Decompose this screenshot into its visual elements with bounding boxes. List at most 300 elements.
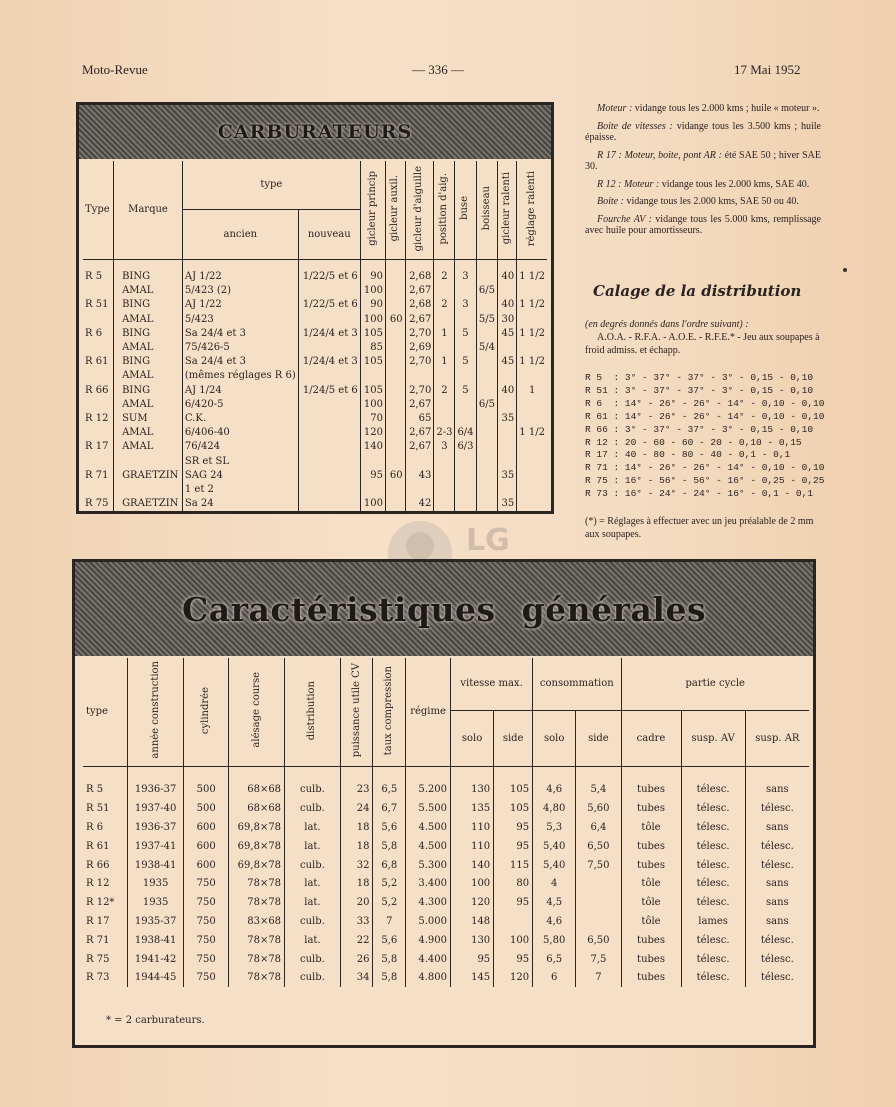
carb-cell: (mêmes réglages R 6) <box>182 369 298 383</box>
carb-cell: 45 <box>498 355 517 369</box>
gen-cell: 750 <box>184 912 229 931</box>
carb-cell <box>434 312 455 326</box>
gen-cell: télesc. <box>745 931 809 950</box>
carb-cell <box>434 340 455 354</box>
carb-cell <box>498 482 517 496</box>
calage-line: R 61 : 14° - 26° - 26° - 14° - 0,10 - 0,10 <box>585 410 825 422</box>
carb-cell <box>517 482 547 496</box>
carb-cell: 2,68 <box>405 259 434 284</box>
carb-row <box>83 355 547 369</box>
carb-cell: 2,69 <box>405 340 434 354</box>
gen-cell: R 6 <box>86 821 104 833</box>
carb-cell: 90 <box>360 298 385 312</box>
carb-cell <box>434 454 455 468</box>
col-vitesse: vitesse max. <box>451 658 533 710</box>
carb-cell: 40 <box>498 298 517 312</box>
gen-cell: 6,7 <box>373 799 406 818</box>
carburateurs-table <box>83 161 547 511</box>
col-position-aiguille: position d'aig. <box>438 172 450 244</box>
carb-cell <box>434 397 455 411</box>
gen-cell: 1935 <box>128 893 184 912</box>
gen-row <box>83 818 809 837</box>
carb-cell: Sa 24/4 et 3 <box>182 326 298 340</box>
gen-cell: R 5 <box>86 784 104 796</box>
calage-title: Calage de la distribution <box>593 282 802 300</box>
carb-cell: 75/426-5 <box>182 340 298 354</box>
carb-cell: 35 <box>498 468 517 482</box>
carb-cell: 2,70 <box>405 383 434 397</box>
gen-cell: tubes <box>621 856 681 875</box>
col-annee: année construction <box>149 661 161 760</box>
gen-cell: R 51 <box>86 803 110 815</box>
gen-row <box>83 856 809 875</box>
gen-row <box>83 968 809 987</box>
carb-cell <box>385 340 405 354</box>
gen-cell: 135 <box>451 799 494 818</box>
col-conso-side: side <box>576 710 621 766</box>
gen-cell: tôle <box>621 893 681 912</box>
carb-cell: 90 <box>360 259 385 284</box>
carb-cell <box>385 383 405 397</box>
carb-cell <box>385 298 405 312</box>
footnote: * = 2 carburateurs. <box>106 1015 205 1026</box>
gen-cell: 80 <box>494 874 533 893</box>
gen-cell: R 66 <box>86 859 110 871</box>
col-susp-ar: susp. AR <box>745 710 809 766</box>
carb-cell: 1 1/2 <box>517 298 547 312</box>
carb-cell: 105 <box>360 326 385 340</box>
carb-cell: AMAL <box>114 369 183 383</box>
carb-cell <box>455 482 476 496</box>
carb-cell <box>434 284 455 298</box>
carb-cell: 2 <box>434 259 455 284</box>
gen-cell: 5,8 <box>373 968 406 987</box>
gen-cell: 5,40 <box>533 837 576 856</box>
gen-cell: culb. <box>285 912 341 931</box>
col-partie-cycle: partie cycle <box>621 658 809 710</box>
col-ancien: ancien <box>182 209 298 259</box>
gen-cell: 7 <box>576 968 621 987</box>
carb-cell <box>517 284 547 298</box>
maintenance-text: vidange tous les 2.000 kms ; huile « moteur ». <box>632 103 820 114</box>
calage-line: R 17 : 40 - 80 - 80 - 40 - 0,1 - 0,1 <box>585 449 791 461</box>
carb-cell: 105 <box>360 355 385 369</box>
carb-cell <box>455 340 476 354</box>
carb-cell <box>517 397 547 411</box>
gen-cell: culb. <box>285 799 341 818</box>
gen-cell: R 71 <box>86 934 110 946</box>
gen-cell: tubes <box>621 950 681 969</box>
carb-cell: 70 <box>360 411 385 425</box>
gen-cell: 1937-41 <box>128 837 184 856</box>
carb-cell: AMAL <box>114 340 183 354</box>
gen-cell: 140 <box>451 856 494 875</box>
maintenance-label: Boite : <box>597 196 624 207</box>
carb-cell <box>83 482 114 496</box>
carb-cell <box>298 411 360 425</box>
carb-cell: AMAL <box>114 312 183 326</box>
carb-cell <box>517 454 547 468</box>
gen-row <box>83 912 809 931</box>
carb-cell: AJ 1/24 <box>182 383 298 397</box>
carb-cell <box>498 284 517 298</box>
gen-cell: lat. <box>285 874 341 893</box>
carb-cell: 100 <box>360 284 385 298</box>
gen-cell: 5.200 <box>406 766 451 799</box>
gen-cell: R 73 <box>86 972 110 984</box>
gen-cell: 110 <box>451 837 494 856</box>
carb-cell: 2,70 <box>405 326 434 340</box>
gen-cell: 130 <box>451 931 494 950</box>
gen-cell: 4,80 <box>533 799 576 818</box>
gen-cell: télesc. <box>681 856 745 875</box>
carb-cell <box>498 340 517 354</box>
carb-cell <box>476 468 498 482</box>
gen-cell: 105 <box>494 766 533 799</box>
gen-cell: 22 <box>340 931 373 950</box>
carb-cell <box>434 411 455 425</box>
calage-line: R 71 : 14° - 26° - 26° - 14° - 0,10 - 0,10 <box>585 462 825 474</box>
carb-cell <box>298 340 360 354</box>
carb-cell: 30 <box>498 312 517 326</box>
caracteristiques-title-bar <box>75 562 813 656</box>
gen-cell: 32 <box>340 856 373 875</box>
gen-row <box>83 799 809 818</box>
col-reglage-ralenti: réglage ralenti <box>526 170 538 246</box>
carb-cell: 6/420-5 <box>182 397 298 411</box>
gen-cell: 78×78 <box>229 874 285 893</box>
caracteristiques-title: Caractéristiques générales <box>181 589 707 629</box>
gen-cell: télesc. <box>681 837 745 856</box>
col-taux: taux compression <box>383 665 395 755</box>
gen-cell: sans <box>745 766 809 799</box>
carb-cell <box>360 454 385 468</box>
gen-cell: 7 <box>373 912 406 931</box>
carb-cell <box>498 369 517 383</box>
carb-cell <box>298 397 360 411</box>
carb-cell: AMAL <box>114 284 183 298</box>
carb-cell <box>385 411 405 425</box>
carb-cell: 42 <box>405 497 434 511</box>
carb-cell: 6/406-40 <box>182 426 298 440</box>
calage-note: (*) = Réglages à effectuer avec un jeu préalable de 2 mm aux soupapes. <box>585 516 814 540</box>
carb-cell: 100 <box>360 312 385 326</box>
calage-line: R 12 : 20 - 60 - 60 - 20 - 0,10 - 0,15 <box>585 436 802 448</box>
carb-cell: R 61 <box>85 356 109 368</box>
carb-cell <box>298 497 360 511</box>
carb-cell: 76/424 <box>182 440 298 454</box>
gen-cell: télesc. <box>681 968 745 987</box>
carb-cell <box>298 440 360 454</box>
gen-cell: 4,6 <box>533 766 576 799</box>
gen-cell: culb. <box>285 766 341 799</box>
carb-cell <box>476 454 498 468</box>
carb-row <box>83 340 547 354</box>
carb-cell <box>517 340 547 354</box>
gen-cell: 115 <box>494 856 533 875</box>
carb-cell <box>385 397 405 411</box>
gen-cell: lat. <box>285 893 341 912</box>
gen-cell: 110 <box>451 818 494 837</box>
carb-cell: 1/24/4 et 3 <box>298 326 360 340</box>
col-vitesse-side: side <box>494 710 533 766</box>
gen-cell: télesc. <box>745 856 809 875</box>
carb-row <box>83 411 547 425</box>
col-puissance: puissance utile CV <box>350 663 362 758</box>
gen-cell: 5,4 <box>576 766 621 799</box>
gen-cell: 7,5 <box>576 950 621 969</box>
gen-cell: 20 <box>340 893 373 912</box>
carb-cell <box>455 284 476 298</box>
gen-cell: R 12* <box>86 897 115 909</box>
carb-cell <box>455 454 476 468</box>
carb-cell: 1/24/5 et 6 <box>298 383 360 397</box>
gen-cell: sans <box>745 912 809 931</box>
carb-cell <box>517 440 547 454</box>
ink-dot <box>843 268 847 272</box>
carb-cell: BING <box>114 383 183 397</box>
page-number: — 336 — <box>412 62 464 77</box>
gen-cell: R 61 <box>86 840 110 852</box>
gen-cell: 34 <box>340 968 373 987</box>
col-gicleur-auxil: gicleur auxil. <box>389 175 401 242</box>
gen-cell: 5,8 <box>373 950 406 969</box>
gen-cell: 148 <box>451 912 494 931</box>
maintenance-paragraph <box>585 121 821 144</box>
gen-cell: télesc. <box>681 893 745 912</box>
gen-cell: R 75 <box>86 953 110 965</box>
gen-cell: 6,50 <box>576 931 621 950</box>
gen-cell: 4 <box>533 874 576 893</box>
col-consommation: consommation <box>533 658 621 710</box>
gen-cell: tubes <box>621 766 681 799</box>
gen-cell <box>576 912 621 931</box>
carb-cell: 65 <box>405 411 434 425</box>
carb-cell <box>405 482 434 496</box>
carb-cell: 45 <box>498 326 517 340</box>
maintenance-text: vidange tous les 5.000 kms, remplissage avec huile pour amortisseurs. <box>585 213 821 236</box>
carb-row <box>83 468 547 482</box>
carb-cell <box>114 454 183 468</box>
gen-cell: 24 <box>340 799 373 818</box>
col-vitesse-solo: solo <box>451 710 494 766</box>
gen-cell <box>576 893 621 912</box>
carb-cell <box>298 468 360 482</box>
carb-cell <box>455 397 476 411</box>
carb-cell: GRAETZIN <box>114 497 183 511</box>
calage-line: R 5 : 3° - 37° - 37° - 3° - 0,15 - 0,10 <box>585 372 814 383</box>
gen-cell: 7,50 <box>576 856 621 875</box>
carb-cell <box>476 482 498 496</box>
gen-cell <box>494 912 533 931</box>
carb-cell <box>517 312 547 326</box>
gen-cell: 4.500 <box>406 818 451 837</box>
gen-cell: 95 <box>451 950 494 969</box>
gen-cell: tubes <box>621 799 681 818</box>
carb-cell: 2,68 <box>405 298 434 312</box>
carb-cell: 2-3 <box>434 426 455 440</box>
gen-cell: 4.900 <box>406 931 451 950</box>
gen-cell: tôle <box>621 818 681 837</box>
gen-cell: 95 <box>494 837 533 856</box>
carb-cell: 3 <box>434 440 455 454</box>
gen-cell: 750 <box>184 950 229 969</box>
gen-cell: télesc. <box>681 766 745 799</box>
gen-cell: 4.500 <box>406 837 451 856</box>
calage-subtitle <box>585 318 821 357</box>
carb-cell <box>498 440 517 454</box>
maintenance-notes <box>585 103 821 243</box>
gen-cell: 95 <box>494 893 533 912</box>
carb-cell: 1 <box>434 326 455 340</box>
gen-cell: télesc. <box>681 931 745 950</box>
calage-sub-1: (en degrés donnés dans l'ordre suivant) : <box>585 319 749 330</box>
gen-cell: 500 <box>184 799 229 818</box>
carb-cell <box>476 355 498 369</box>
carb-cell <box>385 440 405 454</box>
carb-cell: 1 1/2 <box>517 426 547 440</box>
gen-cell: culb. <box>285 856 341 875</box>
carb-cell: R 5 <box>85 271 103 283</box>
carb-cell: AMAL <box>114 440 183 454</box>
carb-cell: 35 <box>498 411 517 425</box>
gen-cell: sans <box>745 893 809 912</box>
gen-row <box>83 931 809 950</box>
carb-cell: C.K. <box>182 411 298 425</box>
carb-cell: GRAETZIN <box>114 468 183 482</box>
carb-cell: 95 <box>360 468 385 482</box>
gen-cell: lat. <box>285 818 341 837</box>
gen-cell: 600 <box>184 856 229 875</box>
carb-cell <box>360 482 385 496</box>
gen-cell: R 12 <box>86 878 110 890</box>
carb-row <box>83 326 547 340</box>
gen-cell: télesc. <box>745 837 809 856</box>
gen-cell: 69,8×78 <box>229 818 285 837</box>
calage-line: R 51 : 3° - 37° - 37° - 3° - 0,15 - 0,10 <box>585 384 814 396</box>
carburateurs-title-bar <box>79 105 551 159</box>
gen-cell: 100 <box>494 931 533 950</box>
calage-line: R 6 : 14° - 26° - 26° - 14° - 0,10 - 0,10 <box>585 397 825 409</box>
gen-cell: télesc. <box>745 968 809 987</box>
gen-cell: 6,5 <box>533 950 576 969</box>
carb-cell: 5 <box>455 383 476 397</box>
gen-cell: 5,3 <box>533 818 576 837</box>
carburateurs-title: CARBURATEURS <box>217 121 413 143</box>
carb-cell <box>385 426 405 440</box>
carb-cell: 85 <box>360 340 385 354</box>
gen-cell: 750 <box>184 874 229 893</box>
magazine-name: Moto-Revue <box>82 62 148 77</box>
carb-cell <box>405 454 434 468</box>
carb-cell: R 75 <box>85 498 109 510</box>
maintenance-text: été SAE 50 ; hiver SAE 30. <box>585 149 821 172</box>
col-type: Type <box>83 161 114 259</box>
maintenance-label: Moteur : <box>597 103 633 114</box>
carb-cell: SAG 24 <box>182 468 298 482</box>
gen-cell: 1936-37 <box>128 766 184 799</box>
gen-cell: 5.500 <box>406 799 451 818</box>
carb-cell <box>455 468 476 482</box>
carb-cell: 2,67 <box>405 284 434 298</box>
gen-cell: 5.300 <box>406 856 451 875</box>
caracteristiques-box <box>72 559 816 1048</box>
gen-cell: 4.400 <box>406 950 451 969</box>
col-gicleur-princip: gicleur princip <box>366 170 378 246</box>
gen-cell: 1938-41 <box>128 856 184 875</box>
carb-cell: 3 <box>455 298 476 312</box>
carb-cell <box>298 482 360 496</box>
col-distribution: distribution <box>306 680 318 740</box>
carb-cell: 1 1/2 <box>517 326 547 340</box>
carb-cell <box>498 426 517 440</box>
carb-row <box>83 312 547 326</box>
carb-cell: 60 <box>385 468 405 482</box>
carb-row <box>83 482 547 496</box>
gen-cell: 600 <box>184 837 229 856</box>
col-type: type <box>83 658 128 766</box>
carb-row <box>83 454 547 468</box>
carb-cell: SUM <box>114 411 183 425</box>
carb-cell: 2,67 <box>405 426 434 440</box>
gen-cell: lat. <box>285 931 341 950</box>
gen-cell: R 17 <box>86 915 110 927</box>
gen-cell: 78×78 <box>229 950 285 969</box>
gen-cell: télesc. <box>745 950 809 969</box>
carb-cell <box>385 369 405 383</box>
gen-cell: tubes <box>621 837 681 856</box>
carb-cell <box>298 426 360 440</box>
carb-cell <box>83 426 114 440</box>
gen-row <box>83 950 809 969</box>
carb-cell: 100 <box>360 497 385 511</box>
carb-cell <box>83 340 114 354</box>
gen-cell: 5,6 <box>373 931 406 950</box>
carb-cell <box>455 411 476 425</box>
carb-cell <box>476 440 498 454</box>
maintenance-paragraph <box>585 179 821 191</box>
carb-cell: R 66 <box>85 384 109 396</box>
gen-cell: 23 <box>340 766 373 799</box>
gen-cell: 600 <box>184 818 229 837</box>
carb-cell: 5 <box>455 326 476 340</box>
calage-line: R 73 : 16° - 24° - 24° - 16° - 0,1 - 0,1 <box>585 488 814 500</box>
carb-cell: 6/4 <box>455 426 476 440</box>
carb-cell: R 12 <box>85 412 109 424</box>
carb-cell: SR et SL <box>182 454 298 468</box>
gen-row <box>83 893 809 912</box>
carb-cell: R 6 <box>85 327 103 339</box>
gen-cell: 18 <box>340 818 373 837</box>
carb-cell: 6/5 <box>476 284 498 298</box>
gen-cell: 95 <box>494 818 533 837</box>
carb-cell <box>498 454 517 468</box>
gen-cell: télesc. <box>745 799 809 818</box>
carb-cell <box>360 369 385 383</box>
gen-cell: 4,5 <box>533 893 576 912</box>
col-nouveau: nouveau <box>298 209 360 259</box>
carb-cell: BING <box>114 355 183 369</box>
carb-cell: 1 <box>434 355 455 369</box>
col-alesage: alésage course <box>250 672 262 749</box>
gen-cell: 5,2 <box>373 874 406 893</box>
carb-cell: 3 <box>455 259 476 284</box>
carb-cell: 5/5 <box>476 312 498 326</box>
carb-cell: 5/423 <box>182 312 298 326</box>
gen-cell <box>576 874 621 893</box>
carb-cell: Sa 24/4 et 3 <box>182 355 298 369</box>
carb-cell <box>498 397 517 411</box>
